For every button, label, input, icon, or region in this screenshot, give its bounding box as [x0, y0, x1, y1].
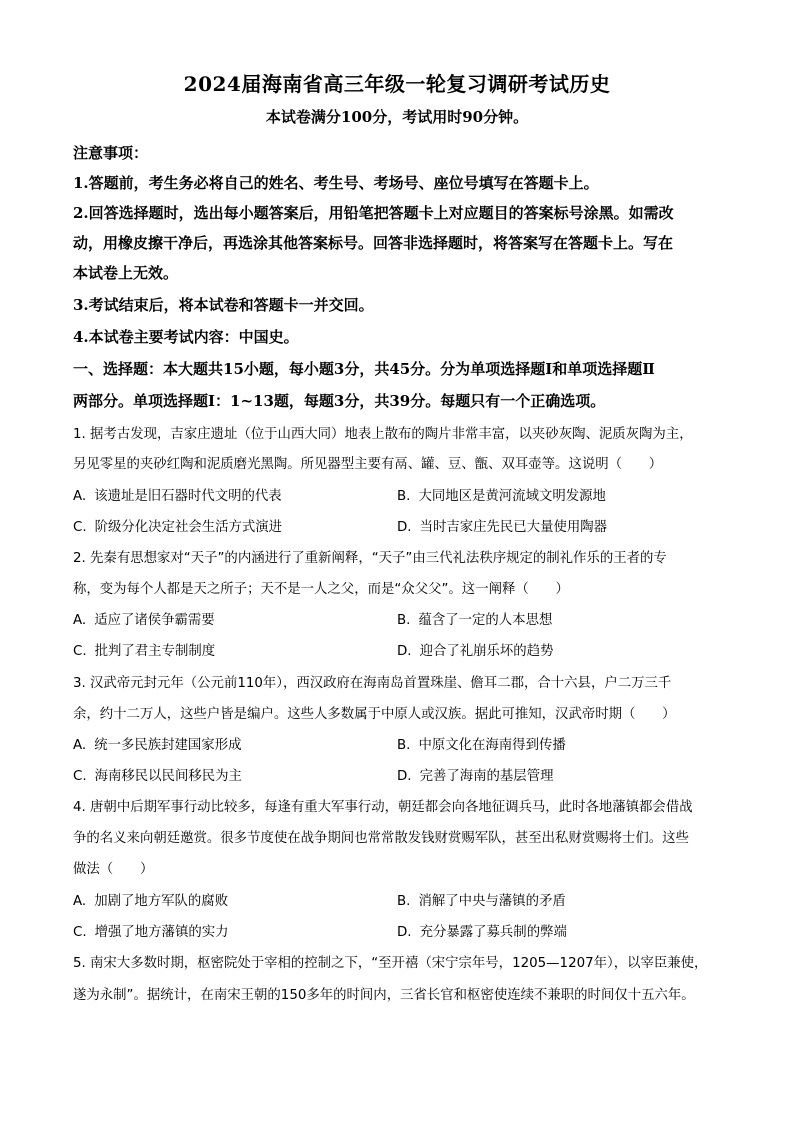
- notice-line: 3.考试结束后，将本试卷和答题卡一并交回。: [73, 296, 374, 314]
- option-label: C.: [73, 925, 87, 940]
- option-text: 海南移民以民间移民为主: [94, 769, 242, 784]
- question-4-stem: 做法（ ）: [73, 862, 154, 877]
- question-2-option-c: [73, 640, 215, 659]
- option-label: C.: [73, 769, 87, 784]
- question-1-option-a: [73, 485, 282, 504]
- question-3-option-c: [73, 765, 242, 784]
- question-3-stem: 3. 汉武帝元封元年（公元前110年），西汉政府在海南岛首置珠崖、儋耳二郡，合十六县，户二万三千: [73, 676, 672, 691]
- option-label: B.: [397, 489, 411, 504]
- section-heading: 两部分。单项选择题Ⅰ：1~13题，每题3分，共39分。每题只有一个正确选项。: [73, 392, 606, 410]
- question-3-option-b: [397, 734, 566, 753]
- option-text: 充分暴露了募兵制的弊端: [419, 925, 567, 940]
- question-1-option-b: [397, 485, 606, 504]
- question-3-stem: 余，约十二万人，这些户皆是编户。这些人多数属于中原人或汉族。据此可推知，汉武帝时期（ ）: [73, 707, 676, 722]
- question-1-option-c: [73, 516, 282, 535]
- exam-title: 2024届海南省高三年级一轮复习调研考试历史: [183, 72, 611, 96]
- question-5-stem: 遂为永制”。据统计，在南宋王朝的150多年的时间内，三省长官和枢密使连续不兼职的时间仅十五六年。: [73, 988, 695, 1003]
- option-text: 消解了中央与藩镇的矛盾: [418, 894, 566, 909]
- option-label: A.: [73, 738, 87, 753]
- option-label: B.: [397, 894, 411, 909]
- option-label: A.: [73, 613, 87, 628]
- option-label: B.: [397, 613, 411, 628]
- option-label: D.: [397, 520, 412, 535]
- option-text: 加剧了地方军队的腐败: [94, 894, 229, 909]
- notice-line: 1.答题前，考生务必将自己的姓名、考生号、考场号、座位号填写在答题卡上。: [73, 174, 599, 192]
- notice-line: 2.回答选择题时，选出每小题答案后，用铅笔把答题卡上对应题目的答案标号涂黑。如需改: [73, 204, 674, 222]
- question-4-option-c: [73, 921, 229, 940]
- question-4-stem: 争的名义来向朝廷邀赏。很多节度使在战争期间也常常散发钱财赏赐军队，甚至出私财赏赐将士们。这些: [73, 831, 689, 846]
- question-2-option-b: [397, 609, 552, 628]
- question-5-stem: 5. 南宋大多数时期，枢密院处于宰相的控制之下，“至开禧（宋宁宗年号，1205—1207年），以宰臣兼使，: [73, 956, 708, 971]
- option-text: 当时吉家庄先民已大量使用陶器: [419, 520, 608, 535]
- option-label: D.: [397, 925, 412, 940]
- option-label: D.: [397, 644, 412, 659]
- notice-heading: 注意事项：: [73, 144, 149, 162]
- question-1-stem: 1. 据考古发现，吉家庄遗址（位于山西大同）地表上散布的陶片非常丰富，以夹砂灰陶、泥质灰陶为主，: [73, 427, 693, 442]
- option-label: A.: [73, 894, 87, 909]
- notice-line: 动，用橡皮擦干净后，再选涂其他答案标号。回答非选择题时，将答案写在答题卡上。写在: [73, 234, 674, 252]
- question-2-stem: 2. 先秦有思想家对“天子”的内涵进行了重新阐释，“天子”由三代礼法秩序规定的制礼作乐的王者的专: [73, 551, 667, 566]
- question-1-option-d: [397, 516, 607, 535]
- question-4-option-b: [397, 890, 566, 909]
- section-heading: 一、选择题：本大题共15小题，每小题3分，共45分。分为单项选择题Ⅰ和单项选择题Ⅱ: [73, 360, 655, 378]
- option-label: C.: [73, 644, 87, 659]
- question-2-option-a: [73, 609, 215, 628]
- question-1-stem: 另见零星的夹砂红陶和泥质磨光黑陶。所见器型主要有鬲、罐、豆、甑、双耳壶等。这说明（ ）: [73, 457, 663, 472]
- option-text: 批判了君主专制制度: [94, 644, 216, 659]
- option-text: 迎合了礼崩乐坏的趋势: [419, 644, 554, 659]
- option-text: 中原文化在海南得到传播: [418, 738, 566, 753]
- option-text: 该遗址是旧石器时代文明的代表: [94, 489, 282, 504]
- exam-subtitle: 本试卷满分100分，考试用时90分钟。: [265, 108, 529, 126]
- notice-line: 本试卷上无效。: [73, 264, 179, 282]
- option-text: 适应了诸侯争霸需要: [94, 613, 215, 628]
- option-text: 完善了海南的基层管理: [419, 769, 554, 784]
- option-label: A.: [73, 489, 87, 504]
- option-text: 蕴含了一定的人本思想: [418, 613, 553, 628]
- option-label: B.: [397, 738, 411, 753]
- question-4-option-d: [397, 921, 567, 940]
- option-label: D.: [397, 769, 412, 784]
- question-4-stem: 4. 唐朝中后期军事行动比较多，每逢有重大军事行动，朝廷都会向各地征调兵马，此时各地藩镇都会借战: [73, 800, 693, 815]
- notice-line: 4.本试卷主要考试内容：中国史。: [73, 328, 299, 346]
- question-4-option-a: [73, 890, 228, 909]
- question-3-option-a: [73, 734, 241, 753]
- option-text: 阶级分化决定社会生活方式演进: [94, 520, 283, 535]
- option-text: 统一多民族封建国家形成: [94, 738, 242, 753]
- question-2-option-d: [397, 640, 553, 659]
- question-3-option-d: [397, 765, 553, 784]
- option-label: C.: [73, 520, 87, 535]
- option-text: 增强了地方藩镇的实力: [94, 925, 229, 940]
- option-text: 大同地区是黄河流域文明发源地: [418, 489, 606, 504]
- question-2-stem: 称，变为每个人都是天之所子；天不是一人之父，而是“众父父”。这一阐释（ ）: [73, 582, 569, 597]
